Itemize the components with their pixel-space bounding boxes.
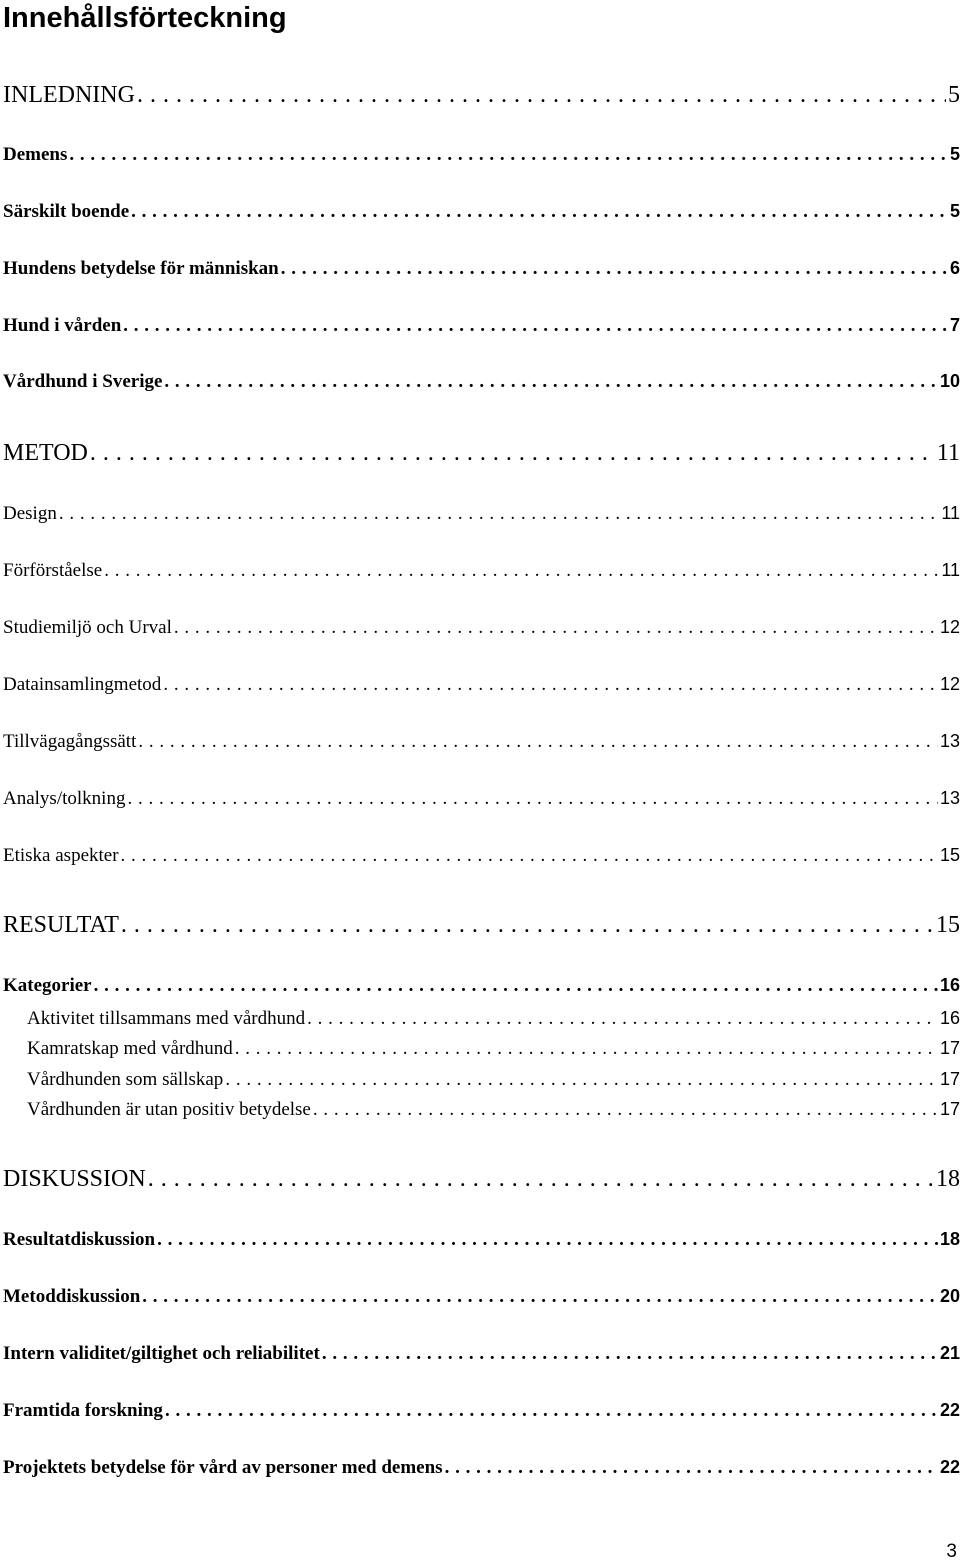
dot-leader	[148, 1166, 934, 1193]
toc-entry-page: 17	[939, 1069, 960, 1089]
toc-entry-label: Hund i vården	[3, 315, 122, 336]
toc-entry-label: Hundens betydelse för människan	[3, 258, 279, 279]
toc-entry-label: METOD	[3, 440, 88, 466]
toc-entry-label: Särskilt boende	[3, 201, 130, 222]
dot-leader	[131, 201, 948, 223]
dot-leader	[164, 371, 938, 393]
toc-entry-diskussion[interactable]	[3, 1166, 960, 1193]
toc-entry-studiemiljo[interactable]	[3, 617, 960, 639]
toc-entry-label: Vårdhunden som sällskap	[27, 1069, 224, 1090]
toc-entry-etiska-aspekter[interactable]	[3, 845, 960, 867]
toc-entry-label: Kategorier	[3, 975, 92, 996]
toc-entry-page: 22	[939, 1457, 960, 1477]
toc-entry-label: Projektets betydelse för vård av personer med demens	[3, 1457, 443, 1478]
toc-entry-page: 12	[939, 674, 960, 694]
toc-entry-page: 12	[939, 617, 960, 637]
toc-entry-label: Aktivitet tillsammans med vårdhund	[27, 1008, 306, 1029]
dot-leader	[104, 560, 939, 582]
toc-entry-page: 17	[939, 1038, 960, 1058]
toc-entry-datainsamlingmetod[interactable]	[3, 674, 960, 696]
toc-entry-label: Vårdhund i Sverige	[3, 371, 163, 392]
toc-entry-page: 7	[949, 315, 960, 335]
dot-leader	[138, 731, 938, 753]
toc-entry-kategorier[interactable]	[3, 975, 960, 997]
toc-entry-metoddiskussion[interactable]	[3, 1286, 960, 1308]
dot-leader	[445, 1457, 938, 1479]
toc-entry-label: Intern validitet/giltighet och reliabilitet	[3, 1343, 320, 1364]
dot-leader	[90, 440, 935, 467]
dot-leader	[163, 674, 938, 696]
toc-entry-page: 18	[936, 1166, 960, 1192]
toc-entry-label: Tillvägagångssätt	[3, 731, 137, 752]
toc-entry-page: 11	[941, 560, 960, 580]
toc-entry-page: 20	[939, 1286, 960, 1306]
toc-entry-utan-positiv-betydelse[interactable]	[27, 1099, 960, 1121]
toc-entry-label: INLEDNING	[3, 82, 135, 108]
toc-entry-kamratskap[interactable]	[27, 1038, 960, 1060]
toc-entry-sarskilt-boende[interactable]	[3, 201, 960, 223]
toc-entry-label: Analys/tolkning	[3, 788, 126, 809]
toc-entry-page: 11	[936, 440, 960, 466]
toc-entry-page: 17	[939, 1099, 960, 1119]
dot-leader	[157, 1229, 938, 1251]
toc-entry-projektets-betydelse[interactable]	[3, 1457, 960, 1479]
toc-entry-metod[interactable]	[3, 440, 960, 467]
toc-entry-label: Datainsamlingmetod	[3, 674, 162, 695]
toc-entry-demens[interactable]	[3, 144, 960, 166]
toc-entry-sallskap[interactable]	[27, 1069, 960, 1091]
toc-entry-page: 16	[939, 975, 960, 995]
toc-entry-page: 16	[939, 1008, 960, 1028]
dot-leader	[313, 1099, 938, 1121]
toc-entry-resultatdiskussion[interactable]	[3, 1229, 960, 1251]
dot-leader	[281, 258, 948, 280]
toc-entry-label: DISKUSSION	[3, 1166, 146, 1192]
toc-entry-vardhund-i-sverige[interactable]	[3, 371, 960, 393]
toc-entry-page: 22	[939, 1400, 960, 1420]
toc-entry-label: Design	[3, 503, 57, 524]
toc-entry-framtida-forskning[interactable]	[3, 1400, 960, 1422]
dot-leader	[307, 1008, 938, 1030]
dot-leader	[59, 503, 939, 525]
dot-leader	[121, 845, 938, 867]
toc-entry-label: Framtida forskning	[3, 1400, 163, 1421]
toc-entry-label: RESULTAT	[3, 912, 119, 938]
toc-entry-inledning[interactable]	[3, 82, 960, 109]
dot-leader	[69, 144, 948, 166]
dot-leader	[142, 1286, 938, 1308]
toc-entry-aktivitet[interactable]	[27, 1008, 960, 1030]
dot-leader	[174, 617, 938, 639]
dot-leader	[225, 1069, 938, 1091]
dot-leader	[123, 315, 948, 337]
dot-leader	[322, 1343, 938, 1365]
toc-entry-hundens-betydelse[interactable]	[3, 258, 960, 280]
toc-entry-page: 21	[939, 1343, 960, 1363]
toc-entry-label: Kamratskap med vårdhund	[27, 1038, 233, 1059]
dot-leader	[127, 788, 938, 810]
toc-entry-label: Metoddiskussion	[3, 1286, 141, 1307]
toc-entry-page: 18	[939, 1229, 960, 1249]
toc-entry-label: Demens	[3, 144, 68, 165]
toc-entry-page: 15	[936, 912, 960, 938]
toc-entry-forforstaelse[interactable]	[3, 560, 960, 582]
dot-leader	[165, 1400, 938, 1422]
toc-entry-label: Etiska aspekter	[3, 845, 119, 866]
toc-entry-page: 10	[939, 371, 960, 391]
dot-leader	[121, 912, 934, 939]
page-number: 3	[946, 1541, 957, 1562]
toc-entry-resultat[interactable]	[3, 912, 960, 939]
toc-entry-label: Resultatdiskussion	[3, 1229, 156, 1250]
toc-entry-label: Vårdhunden är utan positiv betydelse	[27, 1099, 311, 1120]
toc-entry-hund-i-varden[interactable]	[3, 315, 960, 337]
toc-entry-page: 15	[939, 845, 960, 865]
toc-entry-page: 5	[948, 82, 960, 108]
toc-entry-page: 11	[941, 503, 960, 523]
toc-entry-page: 5	[949, 144, 960, 164]
toc-title: Innehållsförteckning	[3, 2, 287, 34]
toc-entry-intern-validitet[interactable]	[3, 1343, 960, 1365]
toc-entry-design[interactable]	[3, 503, 960, 525]
toc-entry-page: 13	[939, 731, 960, 751]
toc-entry-label: Studiemiljö och Urval	[3, 617, 172, 638]
dot-leader	[137, 82, 946, 109]
toc-entry-analys[interactable]	[3, 788, 960, 810]
toc-entry-page: 13	[939, 788, 960, 808]
toc-entry-page: 6	[949, 258, 960, 278]
dot-leader	[235, 1038, 938, 1060]
toc-entry-page: 5	[949, 201, 960, 221]
toc-entry-tillvagagangssatt[interactable]	[3, 731, 960, 753]
dot-leader	[94, 975, 938, 997]
toc-entry-label: Förförståelse	[3, 560, 103, 581]
